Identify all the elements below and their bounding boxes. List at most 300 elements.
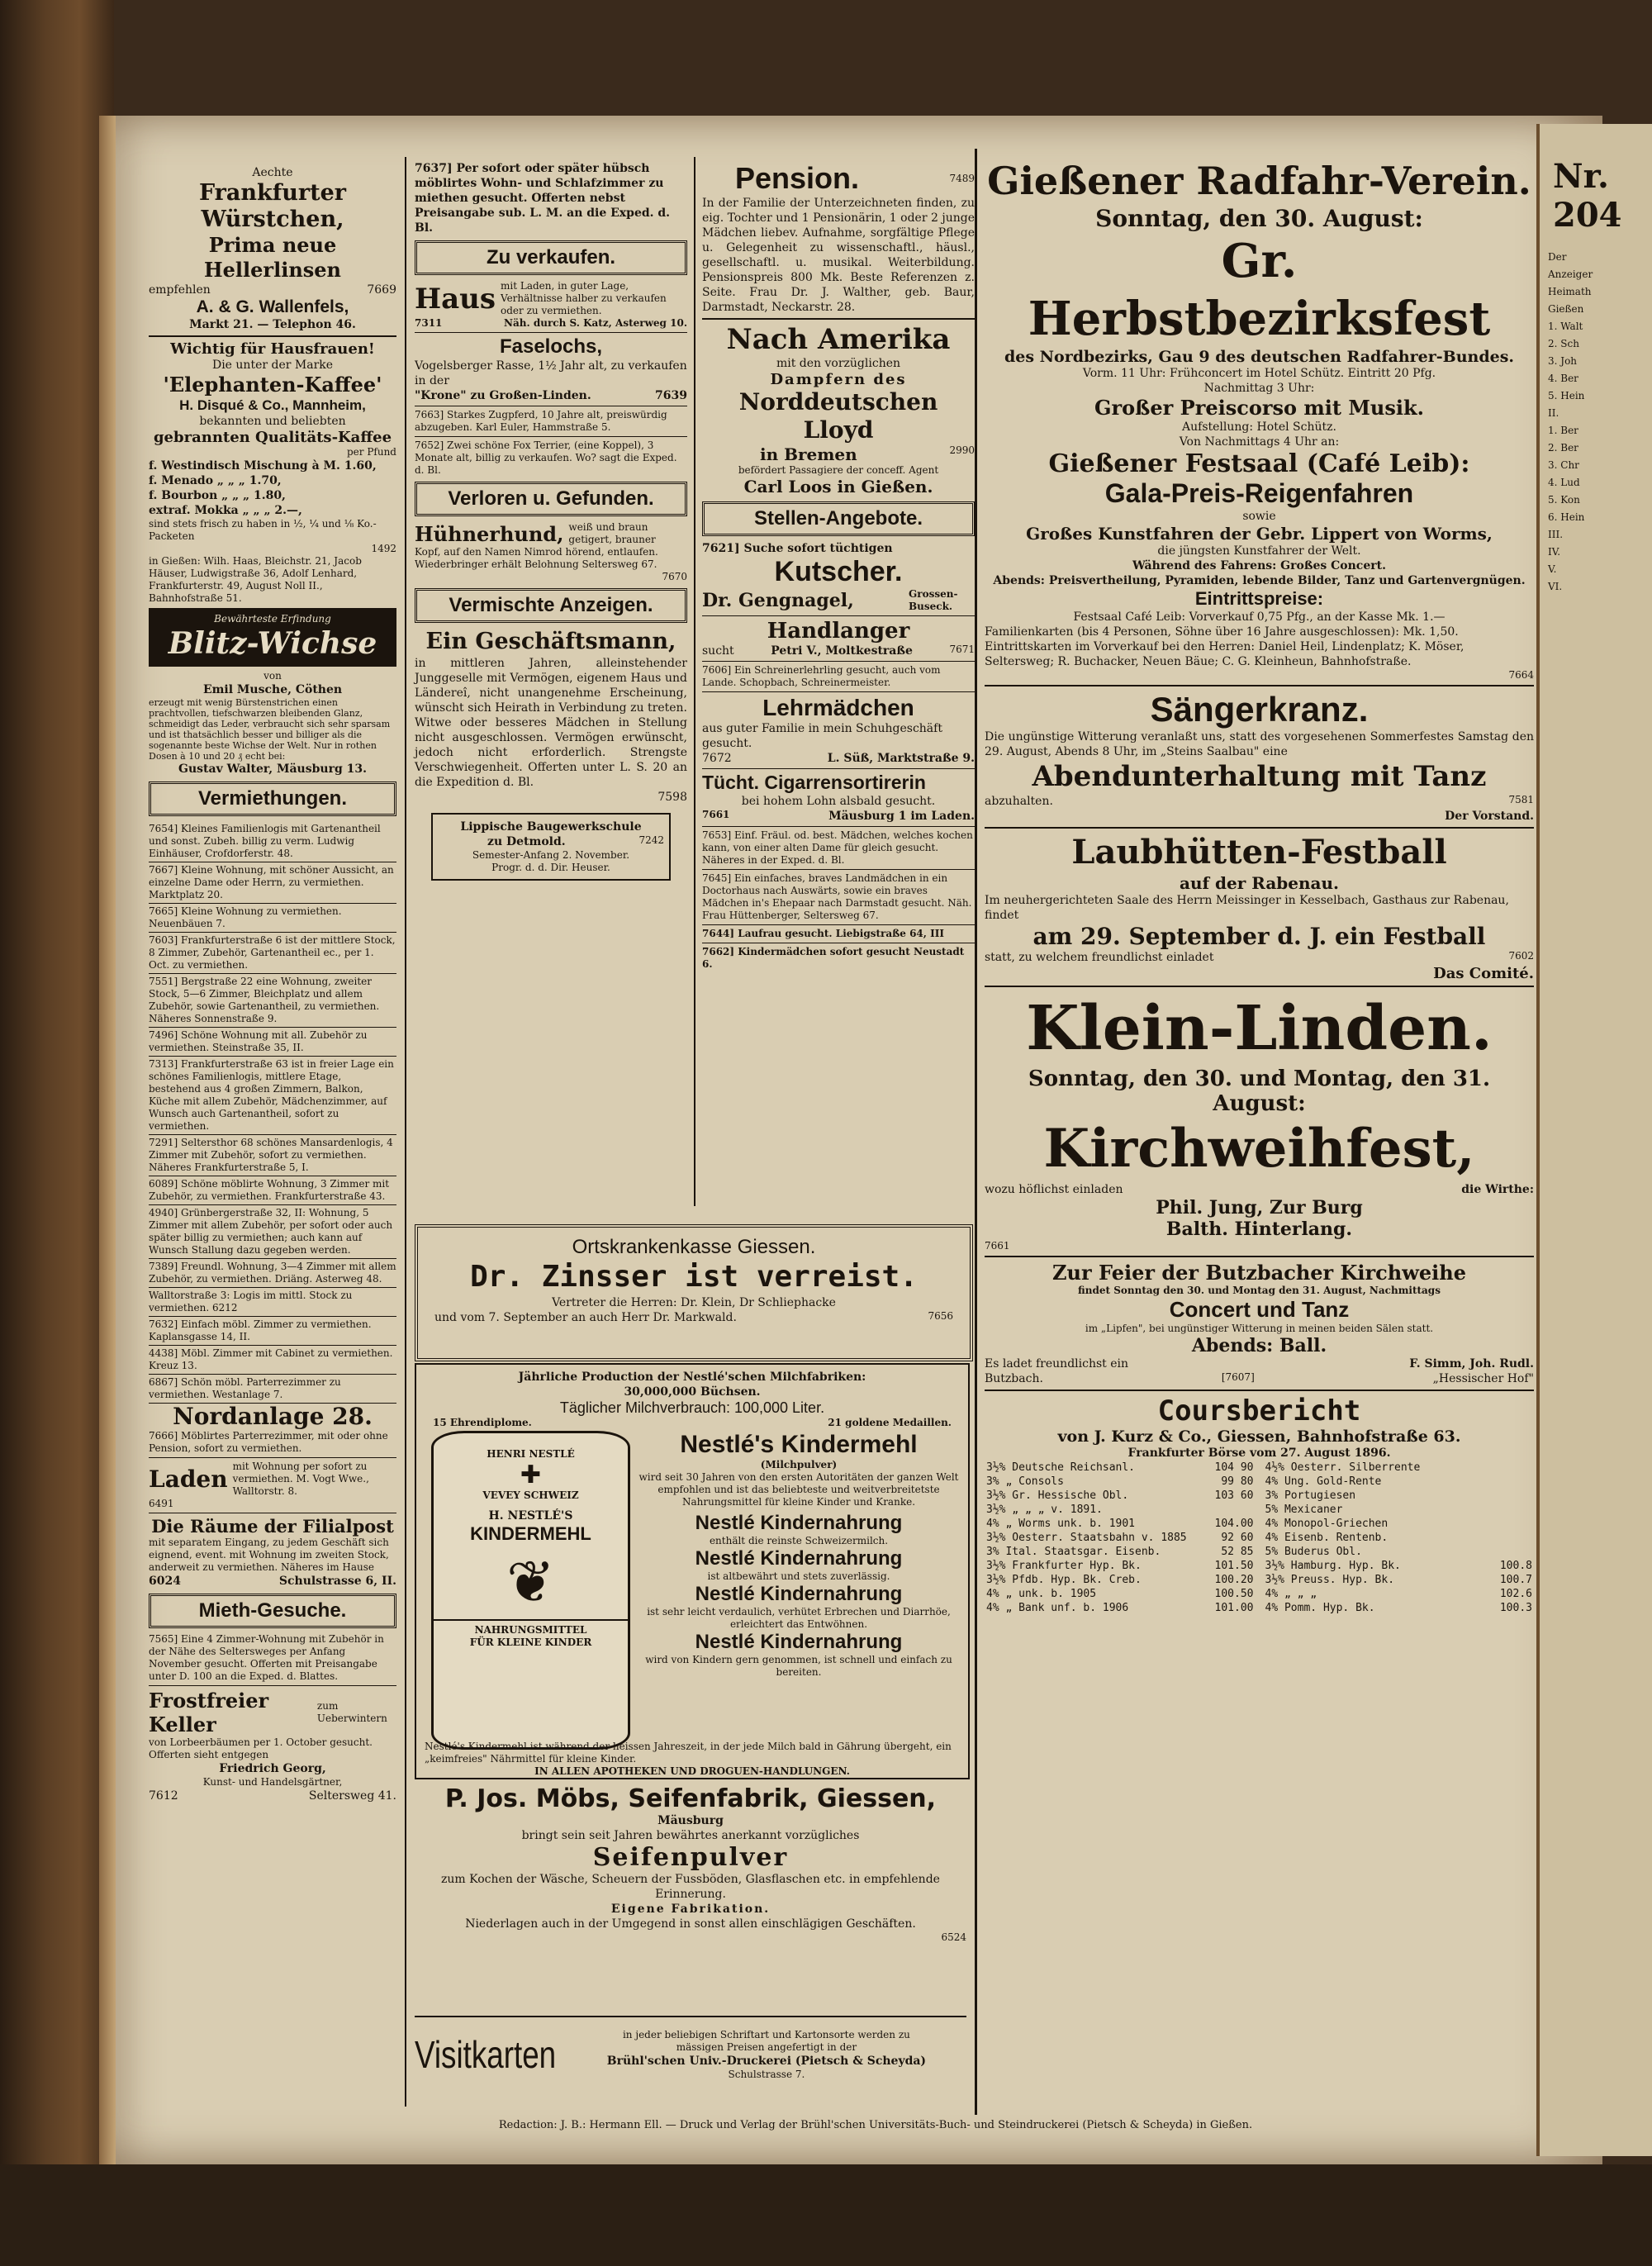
column-rule bbox=[975, 149, 977, 2115]
course-name: 4% Ung. Gold-Rente bbox=[1265, 1475, 1382, 1488]
ad-kaffee-dealers: in Gießen: Wilh. Haas, Bleichstr. 21, Jacob Häuser, Ludwigstraße 36, Adolf Lenhard, Frankfurterstr. 49, August Noll II., Bahnhofstraße 51. bbox=[149, 555, 362, 604]
ad-bu9: „Hessischer Hof" bbox=[1432, 1372, 1534, 1385]
ad-number: 6491 bbox=[149, 1498, 174, 1509]
course-value: 104 90 bbox=[1214, 1461, 1254, 1474]
course-table-left bbox=[985, 1461, 1256, 1615]
ad-moebs-addr: Mäusburg bbox=[657, 1814, 724, 1827]
course-value bbox=[1484, 1503, 1534, 1517]
tin-label: KINDERMEHL bbox=[470, 1523, 591, 1544]
ad-laub-lb4: statt, zu welchem freundlichst einladet bbox=[985, 951, 1214, 964]
divider bbox=[415, 332, 687, 333]
swiss-cross-icon: ✚ bbox=[520, 1461, 542, 1489]
ad-vermiethung: 4438] Möbl. Zimmer mit Cabinet zu vermiethen. Kreuz 13. bbox=[149, 1346, 396, 1375]
ad-keller-text: von Lorbeerbäumen per 1. October gesucht. Offerten sieht entgegen bbox=[149, 1736, 373, 1760]
divider bbox=[985, 1256, 1534, 1257]
ad-kaffee-intro: Die unter der Marke bbox=[211, 359, 334, 372]
column-1 bbox=[149, 165, 396, 1803]
ad-haus-addr: Näh. durch S. Katz, Asterweg 10. bbox=[504, 317, 687, 329]
course-value: 100.50 bbox=[1214, 1588, 1254, 1600]
next-page-fragment: Gießen bbox=[1548, 303, 1584, 315]
course-value: 101.00 bbox=[1214, 1602, 1254, 1614]
course-row bbox=[1264, 1517, 1535, 1531]
section-header-vermiethungen: Vermiethungen. bbox=[149, 781, 396, 816]
ad-kl1: Sonntag, den 30. und Montag, den 31. August: bbox=[1028, 1066, 1491, 1116]
section-header-stellen: Stellen-Angebote. bbox=[702, 501, 975, 536]
course-name: 5% Buderus Obl. bbox=[1265, 1546, 1362, 1558]
ad-moebs bbox=[415, 1784, 966, 1944]
ad-blitz-name: Blitz-Wichse bbox=[168, 626, 377, 661]
column-3 bbox=[702, 161, 975, 971]
ad-verein-l15: Eintrittskarten im Vorverkauf bei den Herren: Daniel Heil, Lindenplatz; K. Möser, Seltersweg; R. Buchacker, Neuen Bäue; C. G. Kleinheun, Bahnhofstraße. bbox=[985, 640, 1464, 668]
ad-kaffee-brand: 'Elephanten-Kaffee' bbox=[163, 373, 382, 397]
ad-baugewerk-l2: zu Detmold. bbox=[487, 835, 566, 848]
ad-haus-title: Haus bbox=[415, 282, 496, 316]
ad-number: [7607] bbox=[1221, 1371, 1255, 1383]
ad-laden-text: mit Wohnung per sofort zu vermiethen. M. Vogt Wwe., Walltorstr. 8. bbox=[232, 1461, 369, 1497]
divider bbox=[702, 691, 975, 692]
course-row bbox=[985, 1601, 1256, 1615]
ad-bu2: findet Sonntag den 30. und Montag den 31. August, Nachmittags bbox=[1078, 1285, 1441, 1296]
ad-moebs-l3: Niederlagen auch in der Umgegend in sonst allen einschlägigen Geschäften. bbox=[465, 1917, 916, 1931]
ad-blitz-text: erzeugt mit wenig Bürstenstrichen einen prachtvollen, tiefschwarzen bleibenden Glanz, schmeidigt das Leder, verbraucht sich sehr sparsam und ist thatsächlich besser und billiger als die sogenannte beste Wichse der Welt. Nur in rothen Dosen à 10 und 20 ₰ echt bei: bbox=[149, 697, 391, 762]
ad-blitz-top: Bewährteste Erfindung bbox=[214, 613, 331, 625]
ad-verein-fest: Gr. Herbstbezirksfest bbox=[1028, 234, 1491, 346]
ad-saenger-s1: Die ungünstige Witterung veranlaßt uns, statt des vorgesehenen Sommerfestes Samstag den 29. August, Abends 8 Uhr, im „Steins Saalbau" eine bbox=[985, 730, 1534, 758]
ad-faselochs-title: Faselochs, bbox=[499, 335, 603, 358]
ad-nestle-footer bbox=[425, 1741, 960, 1778]
ad-kaffee-row: extraf. Mokka „ „ „ 2.—, bbox=[149, 504, 302, 517]
ad-laub-lb1: auf der Rabenau. bbox=[1179, 873, 1340, 893]
ad-baugewerk-box bbox=[431, 813, 671, 881]
ad-blitz-dealer: Gustav Walter, Mäusburg 13. bbox=[178, 762, 367, 776]
ad-nestle-kn-line: ist altbewährt und stets zuverlässig. bbox=[707, 1570, 890, 1582]
ad-vermiethung: 6867] Schön möbl. Parterrezimmer zu vermiethen. Westanlage 7. bbox=[149, 1375, 396, 1404]
ad-kl4: die Wirthe: bbox=[1461, 1183, 1534, 1196]
ad-kasse-headline: Dr. Zinsser ist verreist. bbox=[470, 1260, 918, 1294]
course-value: 100.20 bbox=[1214, 1574, 1254, 1586]
ad-kl6: Balth. Hinterlang. bbox=[1165, 1219, 1353, 1240]
course-name: 5% Mexicaner bbox=[1265, 1504, 1343, 1516]
ad-laden-title: Laden bbox=[149, 1466, 228, 1493]
ad-verein-l2: Nachmittag 3 Uhr: bbox=[1203, 382, 1315, 395]
ad-nestle-desc: wird seit 30 Jahren von den ersten Autoritäten der ganzen Welt empfohlen und ist das beliebteste und weitverbreitetste Nahrungsmittel für kleine Kinder und Kranke. bbox=[638, 1471, 959, 1508]
ad-bu7: F. Simm, Joh. Rudl. bbox=[1409, 1357, 1534, 1371]
book-binding bbox=[0, 0, 114, 2266]
ad-number: 7661 bbox=[702, 809, 730, 820]
course-row bbox=[985, 1503, 1256, 1517]
ad-pension-text: In der Familie der Unterzeichneten finden, zu eig. Tochter und 1 Pensionärin, 1 oder 2 junge Mädchen liebev. Aufnahme, sorgfältige Pflege u. Gelegenheit zu wissenschaftl., häusl., gesellschaftl. u. musikal. Weiterbildung. Pensionspreis 800 Mk. Beste Referenzen z. Seite. Frau Dr. J. Walther, geb. Baur, Darmstadt, Neckarstr. 28. bbox=[702, 197, 975, 314]
ad-vermiethung: 7313] Frankfurterstraße 63 ist in freier Lage ein schönes Familienlogis, mittlere Etage, bestehend aus 4 großen Zimmern, Balkon, Küche mit allem Zubehör, Mädchenzimmer, auf Wunsch auch Gartenantheil, sofort zu vermiethen. bbox=[149, 1057, 396, 1135]
course-name: 3½% „ „ „ v. 1891. bbox=[986, 1504, 1103, 1516]
course-name: 3% Ital. Staatsgar. Eisenb. bbox=[986, 1546, 1161, 1558]
ad-kutscher-title: Kutscher. bbox=[774, 556, 903, 587]
tin-label: FÜR KLEINE KINDER bbox=[469, 1637, 592, 1648]
nestle-tin-illustration bbox=[431, 1431, 630, 1750]
ad-verein-l6: Gießener Festsaal (Café Leib): bbox=[1048, 449, 1470, 478]
course-row bbox=[985, 1475, 1256, 1489]
course-name: 3½% Oesterr. Staatsbahn v. 1885 bbox=[986, 1532, 1187, 1544]
ad-visit-firm: Brühl'schen Univ.-Druckerei (Pietsch & Scheyda) bbox=[606, 2054, 927, 2068]
ad-kaffee-intro2: bekannten und beliebten bbox=[199, 415, 346, 428]
ad-vermiethung: 7496] Schöne Wohnung mit all. Zubehör zu vermiethen. Steinstraße 35, II. bbox=[149, 1028, 396, 1057]
ad-keller-title: Frostfreier Keller bbox=[149, 1689, 269, 1736]
tin-label: VEVEY SCHWEIZ bbox=[482, 1489, 579, 1501]
ad-cigarren-title: Tücht. Cigarrensortirerin bbox=[702, 772, 926, 793]
ad-filialpost-addr: Schulstrasse 6, II. bbox=[278, 1575, 396, 1588]
ad-blitz-by: von bbox=[263, 670, 282, 682]
ad-vermiethung: 7291] Seltersthor 68 schönes Mansardenlogis, 4 Zimmer mit Zubehör, sofort zu vermiethen. Näheres Frankfurterstraße 5, I. bbox=[149, 1135, 396, 1176]
ad-kutscher-name: Dr. Gengnagel, bbox=[702, 590, 854, 611]
course-row bbox=[985, 1517, 1256, 1531]
ad-number: 1492 bbox=[371, 543, 396, 554]
column-2 bbox=[415, 161, 687, 889]
ad-nestle-kn: Nestlé Kindernahrung bbox=[695, 1512, 903, 1534]
next-page-fragment: VI. bbox=[1548, 581, 1563, 592]
ad-number: 6024 bbox=[149, 1575, 181, 1588]
ad-baugewerk-l4: Progr. d. d. Dir. Heuser. bbox=[491, 862, 610, 873]
ad-amerika-l5: befördert Passagiere der conceff. Agent bbox=[738, 464, 939, 476]
ad-kutscher-addr: Grossen-Buseck. bbox=[909, 588, 958, 612]
ad-vermiethung: Walltorstraße 3: Logis im mittl. Stock zu vermiethen. 6212 bbox=[149, 1288, 396, 1317]
divider bbox=[149, 1685, 396, 1686]
ad-filialpost-title: Die Räume der Filialpost bbox=[151, 1516, 394, 1537]
course-value bbox=[1484, 1545, 1534, 1559]
ad-vermiethung: 7667] Kleine Wohnung, mit schöner Aussicht, an einzelne Dame oder Herrn, zu vermiethen. Marktplatz 20. bbox=[149, 862, 396, 904]
next-page-fragment: 1. Walt bbox=[1548, 321, 1583, 332]
ad-kl3: wozu höflichst einladen bbox=[985, 1183, 1123, 1196]
ad-kasse-title: Ortskrankenkasse Giessen. bbox=[572, 1236, 816, 1258]
ad-kl5: Phil. Jung, Zur Burg bbox=[1156, 1197, 1363, 1219]
ad-haus-text: mit Laden, in guter Lage, Verhältnisse halber zu verkaufen oder zu vermiethen. bbox=[501, 280, 667, 316]
ad-visit-title: Visitkarten bbox=[415, 2033, 557, 2076]
ad-nestle-kn: Nestlé Kindernahrung bbox=[695, 1631, 903, 1653]
course-value bbox=[1484, 1517, 1534, 1531]
ad-saenger-s2: Abendunterhaltung mit Tanz bbox=[1032, 760, 1487, 793]
ad-vermiethung: 7603] Frankfurterstraße 6 ist der mittlere Stock, 8 Zimmer, Zubehör, Gartenantheil ec., per 1. Oct. zu vermiethen. bbox=[149, 933, 396, 974]
ad-keller-job: Kunst- und Handelsgärtner, bbox=[202, 1776, 343, 1788]
course-name: 4% „ „ „ bbox=[1265, 1588, 1317, 1600]
ad-number: 7639 bbox=[655, 389, 687, 402]
newspaper-page bbox=[116, 116, 1602, 2164]
ad-verein-l11: Während des Fahrens: Großes Concert. bbox=[1132, 559, 1386, 572]
ad-number: 7242 bbox=[638, 834, 664, 846]
ad-faselochs-text: Vogelsberger Rasse, 1½ Jahr alt, zu verkaufen in der bbox=[415, 359, 687, 387]
divider bbox=[702, 826, 975, 827]
ad-kasse-box bbox=[415, 1224, 973, 1361]
ad-nestle-foot1: Nestlé's Kindermehl ist während der heissen Jahreszeit, in der jede Milch bald in Gährung übergeht, ein „keimfreies" Nährmittel für kleine Kinder. bbox=[425, 1741, 952, 1765]
ad-lehrmaedchen-title: Lehrmädchen bbox=[762, 695, 914, 720]
ad-nordanlage-title: Nordanlage 28. bbox=[173, 1403, 373, 1430]
course-name: 4% Pomm. Hyp. Bk. bbox=[1265, 1602, 1375, 1614]
ad-saenger-s3: abzuhalten. bbox=[985, 795, 1053, 808]
course-row bbox=[985, 1489, 1256, 1503]
ad-nestle-title: Nestlé's Kindermehl bbox=[680, 1431, 918, 1458]
ad-amerika-l3: Norddeutschen Lloyd bbox=[738, 388, 938, 444]
ad-moebs-l1: bringt sein seit Jahren bewährtes anerkannt vorzügliches bbox=[521, 1829, 860, 1842]
next-page-fragment: Heimath bbox=[1548, 286, 1592, 297]
ad-verein-l9: Großes Kunstfahren der Gebr. Lippert von Worms, bbox=[1026, 524, 1493, 544]
ad-cb-title: Coursbericht bbox=[1157, 1394, 1361, 1428]
column-rule bbox=[405, 157, 406, 2107]
course-row bbox=[1264, 1545, 1535, 1559]
course-name: 3% Portugiesen bbox=[1265, 1489, 1356, 1502]
next-page-fragment: 3. Chr bbox=[1548, 459, 1579, 471]
ad-blitz-banner bbox=[149, 608, 396, 667]
ad-verein-date: Sonntag, den 30. August: bbox=[1095, 205, 1423, 232]
divider bbox=[702, 318, 975, 320]
course-name: 3½% Frankfurter Hyp. Bk. bbox=[986, 1560, 1142, 1572]
ad-geschaeftsmann-title: Ein Geschäftsmann, bbox=[425, 629, 676, 654]
course-row bbox=[985, 1545, 1256, 1559]
course-row bbox=[1264, 1475, 1535, 1489]
ad-miet1: 7565] Eine 4 Zimmer-Wohnung mit Zubehör in der Nähe des Seltersweges per Anfang November gesucht. Offerten mit Preisangabe unter D. 100 an die Exped. d. Blattes. bbox=[149, 1633, 384, 1682]
divider bbox=[702, 869, 975, 870]
divider bbox=[985, 1390, 1534, 1391]
ad-nestle-foot2: IN ALLEN APOTHEKEN UND DROGUEN-HANDLUNGEN. bbox=[534, 1765, 850, 1777]
course-name: 3½% Pfdb. Hyp. Bk. Creb. bbox=[986, 1574, 1142, 1586]
course-name: 3½% Preuss. Hyp. Bk. bbox=[1265, 1574, 1395, 1586]
course-row bbox=[985, 1461, 1256, 1475]
ad-bu4: im „Lipfen", bei ungünstiger Witterung in meinen beiden Sälen statt. bbox=[1085, 1323, 1434, 1334]
section-header-vermischte: Vermischte Anzeigen. bbox=[415, 588, 687, 623]
ad-nestle-text bbox=[638, 1431, 960, 1679]
ad-bu3: Concert und Tanz bbox=[1169, 1297, 1350, 1322]
ad-kaffee-per: per Pfund bbox=[347, 446, 396, 458]
ad-wuerstchen-firm: A. & G. Wallenfels, bbox=[196, 297, 349, 316]
ad-bu6: Es ladet freundlichst ein bbox=[985, 1357, 1129, 1371]
ad-filialpost-text: mit separatem Eingang, zu jedem Geschäft sich eignend, event. mit Wohnung im zweiten Stock, anderweit zu vermiethen. Näheres im Hause bbox=[149, 1537, 389, 1573]
next-page-fragment: 6. Hein bbox=[1548, 511, 1585, 523]
ad-nestle-kn-line: enthält die reinste Schweizermilch. bbox=[709, 1535, 889, 1546]
ad-pension-title: Pension. bbox=[735, 161, 860, 195]
course-name: 4½% Oesterr. Silberrente bbox=[1265, 1461, 1421, 1474]
course-row bbox=[1264, 1587, 1535, 1601]
ad-laub-title: Laubhütten-Festball bbox=[1071, 833, 1447, 872]
course-value bbox=[1208, 1503, 1255, 1517]
page-footer: Redaction: J. B.: Hermann Ell. — Druck und Verlag der Brühl'schen Universitäts-Buch- und Steindruckerei (Pietsch & Scheyda) in Gießen. bbox=[498, 2119, 1253, 2131]
course-row bbox=[985, 1559, 1256, 1573]
ad-verein-l12: Abends: Preisvertheilung, Pyramiden, lebende Bilder, Tanz und Gartenvergnügen. bbox=[993, 574, 1526, 587]
course-value bbox=[1484, 1475, 1534, 1489]
ad-kasse-text1: Vertreter die Herren: Dr. Klein, Dr Schliephacke bbox=[552, 1296, 836, 1309]
ad-laufrau: 7644] Laufrau gesucht. Liebigstraße 64, III bbox=[702, 928, 944, 939]
ad-geschaeftsmann-text: in mittleren Jahren, alleinstehender Junggeselle mit Vermögen, eigenem Haus und Ländereî, nicht unangenehme Erscheinung, wünscht sich Heirath in Verbindung zu treten. Witwe oder besseres Mädchen in Stellung nicht ausgeschlossen. Vermögen erwünscht, jedoch nicht erforderlich. Strengste Verschwiegenheit. Offerten unter L. S. 20 an die Expedition d. Bl. bbox=[415, 657, 687, 789]
ad-nestle-medal: 21 goldene Medaillen. bbox=[828, 1417, 952, 1428]
ad-nestle-kn: Nestlé Kindernahrung bbox=[695, 1547, 903, 1570]
divider bbox=[702, 661, 975, 662]
ad-vermiethung: 7665] Kleine Wohnung zu vermiethen. Neuenbäuen 7. bbox=[149, 904, 396, 933]
ad-number: 7602 bbox=[1508, 950, 1534, 962]
ad-number: 7672 bbox=[702, 752, 732, 765]
ad-kl2: Kirchweihfest, bbox=[1043, 1118, 1475, 1180]
ad-bu8: Butzbach. bbox=[985, 1372, 1043, 1385]
course-value: 100.3 bbox=[1499, 1602, 1532, 1614]
ad-baugewerk-l3: Semester-Anfang 2. November. bbox=[472, 849, 630, 861]
ad-kaffee-row: f. Bourbon „ „ „ 1.80, bbox=[149, 489, 286, 502]
course-row bbox=[1264, 1489, 1535, 1503]
ad-blitz-maker: Emil Musche, Cöthen bbox=[202, 683, 343, 696]
ad-laub-lb2: Im neuhergerichteten Saale des Herrn Meissinger in Kesselbach, Gasthaus zur Rabenau, findet bbox=[985, 894, 1509, 922]
divider bbox=[985, 827, 1534, 829]
ad-vermiethung: 7389] Freundl. Wohnung, 3—4 Zimmer mit allem Zubehör, zu vermiethen. Driäng. Asterweg 48. bbox=[149, 1259, 396, 1288]
ad-verein-l7: Gala-Preis-Reigenfahren bbox=[1104, 478, 1414, 508]
ad-number: 7670 bbox=[662, 571, 687, 582]
ad-amerika-l4: in Bremen bbox=[760, 444, 857, 464]
ad-moebs-l2: zum Kochen der Wäsche, Scheuern der Fussböden, Glasflaschen etc. in empfehlende Erinnerung. bbox=[441, 1873, 940, 1901]
course-row bbox=[1264, 1573, 1535, 1587]
column-right bbox=[985, 157, 1534, 1615]
ad-amerika-agent: Carl Loos in Gießen. bbox=[743, 477, 933, 496]
ad-nestle-kn-line: ist sehr leicht verdaulich, verhütet Erbrechen und Diarrhöe, erleichtert das Entwöhnen. bbox=[647, 1606, 951, 1630]
ad-fraeul: 7653] Einf. Fräul. od. best. Mädchen, welches kochen kann, von einer alten Dame für gleich gesucht. Näheres in der Exped. d. Bl. bbox=[702, 829, 973, 866]
vermiethungen-list bbox=[149, 821, 396, 1404]
ad-kaffee-row: f. Menado „ „ „ 1.70, bbox=[149, 474, 282, 487]
ad-verein-title: Gießener Radfahr-Verein. bbox=[987, 159, 1531, 203]
next-page-fragment: Anzeiger bbox=[1548, 268, 1593, 280]
page-number: Nr. 204 bbox=[1553, 157, 1622, 235]
ad-kaffee-row: f. Westindisch Mischung à M. 1.60, bbox=[149, 459, 377, 473]
course-value bbox=[1484, 1461, 1534, 1475]
ad-nestle-top2: 30,000,000 Büchsen. bbox=[624, 1385, 761, 1399]
next-page-fragment: IV. bbox=[1548, 546, 1561, 558]
ad-kl-title: Klein-Linden. bbox=[1026, 993, 1493, 1064]
ad-wuerstchen-addr: Markt 21. — Telephon 46. bbox=[189, 318, 356, 331]
ad-amerika-l2: Dampfern des bbox=[770, 371, 907, 388]
ad-vermiethung: 4940] Grünbergerstraße 32, II: Wohnung, 5 Zimmer mit allem Zubehör, per sofort oder auch später billig zu vermiethen; auch kann auf Wunsch Stallung dazu gegeben werden. bbox=[149, 1205, 396, 1259]
ad-cb2: Frankfurter Börse vom 27. August 1896. bbox=[1127, 1447, 1391, 1460]
ad-landmaedchen: 7645] Ein einfaches, braves Landmädchen in ein Doctorhaus nach Auswärts, sowie ein braves Mädchen in's Ehepaar nach Darmstadt gesucht. Näh. Frau Hüttenberger, Seltersweg 67. bbox=[702, 872, 972, 921]
ad-cigarren-addr: Mäusburg 1 im Laden. bbox=[828, 810, 975, 823]
ad-number: 6524 bbox=[941, 1931, 966, 1943]
course-row bbox=[1264, 1559, 1535, 1573]
ad-vermiethung: 6089] Schöne möblirte Wohnung, 3 Zimmer mit Zubehör, zu vermiethen. Frankfurterstraße 43. bbox=[149, 1176, 396, 1205]
ad-wuerstchen-sub: Prima neue Hellerlinsen bbox=[203, 233, 341, 282]
course-row bbox=[1264, 1461, 1535, 1475]
divider bbox=[149, 1457, 396, 1458]
ad-vermiethung: 7551] Bergstraße 22 eine Wohnung, zweiter Stock, 5—6 Zimmer, Bleichplatz und allem Zubehör, sowie Gartenantheil, zu vermiethen. Näheres Sonnenstraße 9. bbox=[149, 974, 396, 1028]
course-value: 100.8 bbox=[1499, 1560, 1532, 1572]
ad-schreiner: 7606] Ein Schreinerlehrling gesucht, auch vom Lande. Schopbach, Schreinermeister. bbox=[702, 664, 941, 688]
ad-verein-l4: Aufstellung: Hotel Schütz. bbox=[1182, 420, 1336, 434]
course-row bbox=[1264, 1531, 1535, 1545]
ad-nestle-top3: Täglicher Milchverbrauch: 100,000 Liter. bbox=[559, 1399, 825, 1416]
course-name: 4% Eisenb. Rentenb. bbox=[1265, 1532, 1389, 1544]
ad-visit-addr: Schulstrasse 7. bbox=[728, 2068, 805, 2080]
ad-wuerstchen-l4: empfehlen bbox=[149, 283, 211, 297]
divider bbox=[702, 768, 975, 769]
course-name: 4% „ Worms unk. b. 1901 bbox=[986, 1518, 1136, 1530]
course-value bbox=[1484, 1489, 1534, 1503]
course-value bbox=[1484, 1531, 1534, 1545]
ad-nestle-dipl: 15 Ehrendiplome. bbox=[433, 1417, 532, 1428]
ad-nestle-kn: Nestlé Kindernahrung bbox=[695, 1583, 903, 1605]
next-page-fragment: 3. Joh bbox=[1548, 355, 1578, 367]
course-name: 3% „ Consols bbox=[986, 1475, 1064, 1488]
course-value: 52 85 bbox=[1221, 1546, 1254, 1558]
ad-handlanger-title: Handlanger bbox=[767, 619, 910, 644]
ad-number: 7612 bbox=[149, 1789, 178, 1803]
ad-visit-text: in jeder beliebigen Schriftart und Kartonsorte werden zu mässigen Preisen angefertigt in der bbox=[622, 2028, 910, 2053]
ad-amerika-l1: mit den vorzüglichen bbox=[776, 357, 901, 370]
ad-nestle-kn-line: wird von Kindern gern genommen, ist schnell und einfach zu bereiten. bbox=[645, 1654, 952, 1678]
ad-moebs-product: Seifenpulver bbox=[592, 1843, 789, 1872]
next-page-fragment: 2. Ber bbox=[1548, 442, 1578, 454]
next-page-fragment: 4. Ber bbox=[1548, 373, 1578, 384]
ad-huehnerhund-text: Kopf, auf den Namen Nimrod hörend, entlaufen. Wiederbringer erhält Belohnung Seltersweg 67. bbox=[415, 546, 658, 570]
ad-handlanger-pre: sucht bbox=[702, 644, 734, 658]
course-row bbox=[1264, 1503, 1535, 1517]
ad-vermiethung: 7654] Kleines Familienlogis mit Gartenantheil und sonst. Zubeh. billig zu verm. Ludwig Einhäuser, Crofdorferstr. 48. bbox=[149, 821, 396, 862]
course-tables bbox=[985, 1461, 1534, 1615]
ad-saenger-s4: Der Vorstand. bbox=[1445, 810, 1534, 823]
course-row bbox=[985, 1573, 1256, 1587]
ad-number: 7671 bbox=[949, 644, 975, 655]
ad-kasse-text2: und vom 7. September an auch Herr Dr. Markwald. bbox=[434, 1311, 737, 1324]
ad-kaffee-note: sind stets frisch zu haben in ½, ¼ und ⅛ Ko.-Packeten bbox=[149, 518, 377, 542]
ad-kaffee-head: Wichtig für Hausfrauen! bbox=[170, 340, 375, 358]
ad-zimmer: 7637] Per sofort oder später hübsch möblirtes Wohn- und Schlafzimmer zu miethen gesucht. Offerten nebst Preisangabe sub. L. M. an die Exped. d. Bl. bbox=[415, 162, 671, 235]
ad-moebs-own: Eigene Fabrikation. bbox=[610, 1903, 771, 1916]
ad-nordanlage-text: 7666] Möblirtes Parterrezimmer, mit oder ohne Pension, sofort zu vermiethen. bbox=[149, 1430, 388, 1454]
ad-huehnerhund-side: weiß und braun getigert, brauner bbox=[568, 521, 656, 545]
course-name: 3½% Gr. Hessische Obl. bbox=[986, 1489, 1129, 1502]
ad-handlanger-name: Petri V., Moltkestraße bbox=[771, 644, 913, 658]
ad-nestle-top1: Jährliche Production der Nestlé'schen Milchfabriken: bbox=[518, 1371, 866, 1384]
tin-label: HENRI NESTLÉ bbox=[487, 1448, 575, 1460]
ad-saenger-title: Sängerkranz. bbox=[1150, 690, 1369, 729]
course-name: 3½% Hamburg. Hyp. Bk. bbox=[1265, 1560, 1401, 1572]
course-value: 103 60 bbox=[1214, 1489, 1254, 1502]
ad-faselochs-addr: "Krone" zu Großen-Linden. bbox=[415, 389, 591, 402]
ad-nestle bbox=[415, 1363, 970, 1779]
next-page-fragment: 1. Ber bbox=[1548, 425, 1578, 436]
ad-number: 7664 bbox=[1508, 669, 1534, 681]
course-row bbox=[1264, 1601, 1535, 1615]
ad-cigarren-text: bei hohem Lohn alsbald gesucht. bbox=[741, 795, 936, 808]
course-value: 104.00 bbox=[1214, 1518, 1254, 1530]
ad-cb1: von J. Kurz & Co., Giessen, Bahnhofstraße 63. bbox=[1057, 1428, 1461, 1446]
course-name: 3½% Deutsche Reichsanl. bbox=[986, 1461, 1136, 1474]
next-page-fragment: III. bbox=[1548, 529, 1564, 540]
ad-number: 7581 bbox=[1508, 794, 1534, 805]
course-name: 4% Monopol-Griechen bbox=[1265, 1518, 1389, 1530]
ad-terrier: 7652] Zwei schöne Fox Terrier, (eine Koppel), 3 Monate alt, billig zu verkaufen. Wo? sagt die Exped. d. Bl. bbox=[415, 439, 677, 476]
ad-verein-sub: des Nordbezirks, Gau 9 des deutschen Radfahrer-Bundes. bbox=[1004, 348, 1515, 366]
ad-verein-l8: sowie bbox=[1242, 510, 1276, 523]
course-name: 4% „ Bank unf. b. 1906 bbox=[986, 1602, 1129, 1614]
ad-number: 7656 bbox=[928, 1310, 953, 1322]
course-value: 101.50 bbox=[1214, 1560, 1254, 1572]
ad-huehnerhund-title: Hühnerhund, bbox=[415, 521, 564, 546]
ad-wuerstchen-l1: Aechte bbox=[252, 166, 293, 179]
divider bbox=[985, 685, 1534, 686]
ad-lehrmaedchen-text: aus guter Familie in mein Schuhgeschäft gesucht. bbox=[702, 722, 942, 750]
section-header-miethgesuche: Mieth-Gesuche. bbox=[149, 1594, 396, 1628]
ad-kutscher-pre: 7621] Suche sofort tüchtigen bbox=[702, 542, 893, 555]
ad-verein-l3: Großer Preiscorso mit Musik. bbox=[1094, 396, 1424, 420]
divider bbox=[702, 924, 975, 925]
ad-laub-lb3: am 29. September d. J. ein Festball bbox=[1032, 923, 1486, 950]
ad-verein-l1: Vorm. 11 Uhr: Frühconcert im Hotel Schütz. Eintritt 20 Pfg. bbox=[1082, 367, 1436, 380]
ad-verein-l13: Festsaal Café Leib: Vorverkauf 0,75 Pfg., an der Kasse Mk. 1.— bbox=[1073, 610, 1446, 624]
course-name: 4% „ unk. b. 1905 bbox=[986, 1588, 1097, 1600]
ad-number: 7669 bbox=[367, 283, 396, 297]
next-page-edge bbox=[1536, 124, 1652, 2156]
ad-visitkarten bbox=[415, 2016, 966, 2092]
ad-keller-name: Friedrich Georg, bbox=[219, 1762, 326, 1775]
tin-label: H. NESTLÉ'S bbox=[488, 1509, 573, 1523]
ad-vermiethung: 7632] Einfach möbl. Zimmer zu vermiethen. Kaplansgasse 14, II. bbox=[149, 1317, 396, 1346]
